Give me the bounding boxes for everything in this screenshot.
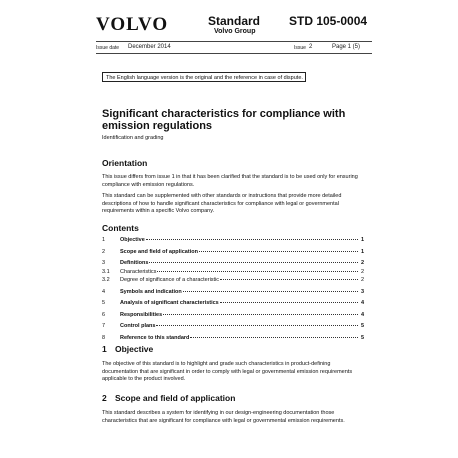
header-rule-top <box>96 41 372 42</box>
toc-entry[interactable] <box>102 335 364 344</box>
section-1-number: 1 <box>102 344 107 354</box>
issue-date: December 2014 <box>128 44 171 50</box>
section-2-number: 2 <box>102 393 107 403</box>
toc-entry[interactable] <box>102 312 364 321</box>
toc-entry-page: 1 <box>360 237 364 243</box>
toc-entry-number: 7 <box>102 323 106 329</box>
toc-entry[interactable] <box>102 300 364 309</box>
toc-entry-number: 5 <box>102 300 106 306</box>
document-subtitle: Identification and grading <box>102 135 164 141</box>
toc-entry-title: Responsibilities <box>120 311 163 318</box>
toc-leader <box>183 291 358 292</box>
toc-entry-page: 1 <box>360 248 364 255</box>
language-notice: The English language version is the original and the reference in case of dispute. <box>102 72 306 82</box>
toc-entry-page: 5 <box>360 334 364 341</box>
toc-entry-page: 2 <box>360 260 364 266</box>
toc-entry-title: Reference to this standard <box>120 334 190 341</box>
section-2-text: This standard describes a system for identifying in our design-engineering documentation those characteristics that are significant for compliance with legal or governmental emission requirements. <box>102 410 345 424</box>
toc-entry[interactable] <box>102 237 364 246</box>
section-2-heading <box>102 393 235 403</box>
header-rule-bottom <box>96 53 372 54</box>
toc-leader <box>163 314 358 315</box>
table-of-contents <box>102 237 364 343</box>
orientation-heading: Orientation <box>102 158 148 168</box>
section-2-title: Scope and field of application <box>115 393 236 403</box>
toc-entry-page: 4 <box>360 300 364 306</box>
issue-label: Issue <box>294 45 306 51</box>
document-title: Significant characteristics for compliance with emission regulations <box>102 108 346 132</box>
toc-entry-title: Characteristics <box>120 268 157 275</box>
toc-entry[interactable] <box>102 249 364 258</box>
toc-entry[interactable] <box>102 269 364 278</box>
issue-date-label: Issue date <box>96 45 120 51</box>
toc-leader <box>156 325 358 326</box>
toc-entry-number: 8 <box>102 334 106 341</box>
toc-entry-title: Symbols and indication <box>120 288 182 295</box>
toc-entry-title: Scope and field of application <box>120 248 198 255</box>
toc-entry-title: Control plans <box>120 323 156 329</box>
toc-entry-number: 4 <box>102 288 106 295</box>
issue-number: 2 <box>309 44 313 50</box>
toc-entry-title: Definitions <box>120 260 149 266</box>
toc-entry[interactable] <box>102 260 364 269</box>
contents-heading: Contents <box>102 223 139 233</box>
toc-entry-number: 1 <box>102 237 106 243</box>
toc-entry[interactable] <box>102 323 364 332</box>
toc-entry-number: 3.1 <box>102 268 110 275</box>
toc-entry-title: Objective <box>120 237 145 243</box>
toc-leader <box>199 251 358 252</box>
toc-entry-page: 5 <box>360 323 364 329</box>
toc-entry-title: Degree of significance of a characteristic <box>120 277 220 283</box>
toc-entry-page: 4 <box>360 311 364 318</box>
toc-entry-number: 6 <box>102 311 106 318</box>
page-info: Page 1 (5) <box>332 44 361 50</box>
section-1-title: Objective <box>115 344 154 354</box>
toc-entry-number: 2 <box>102 248 106 255</box>
section-1-text: The objective of this standard is to highlight and grade such characteristics in product-defining documentation that are significant in order to comply with legal or governmental emission requirements applicable to the product involved. <box>102 361 353 382</box>
orientation-paragraph-2: This standard can be supplemented with other standards or instructions that provide more detailed descriptions of how to handle significant characteristics for compliance with legal or governmental requirements within a specific Volvo company. <box>102 193 342 214</box>
toc-leader <box>157 271 358 272</box>
toc-leader <box>149 262 358 263</box>
orientation-paragraph-1: This issue differs from issue 1 in that it has been clarified that the standard is to be used only for ensuring compliance with emission regulations. <box>102 174 358 188</box>
toc-entry-number: 3.2 <box>102 277 110 283</box>
section-1-heading <box>102 344 153 354</box>
toc-entry[interactable] <box>102 277 364 286</box>
toc-entry-number: 3 <box>102 260 106 266</box>
toc-entry-page: 3 <box>360 288 364 295</box>
toc-leader <box>220 279 358 280</box>
toc-leader <box>146 239 358 240</box>
toc-leader <box>220 302 358 303</box>
standard-label: Standard <box>208 14 261 28</box>
toc-entry-title: Analysis of significant characteristics <box>120 300 219 306</box>
standard-number: STD 105-0004 <box>289 14 368 28</box>
toc-leader <box>190 337 358 338</box>
toc-entry-page: 2 <box>360 277 364 283</box>
toc-entry-page: 2 <box>360 268 364 275</box>
group-label: Volvo Group <box>214 28 256 35</box>
toc-entry[interactable] <box>102 289 364 298</box>
volvo-logo: VOLVO <box>96 14 169 35</box>
